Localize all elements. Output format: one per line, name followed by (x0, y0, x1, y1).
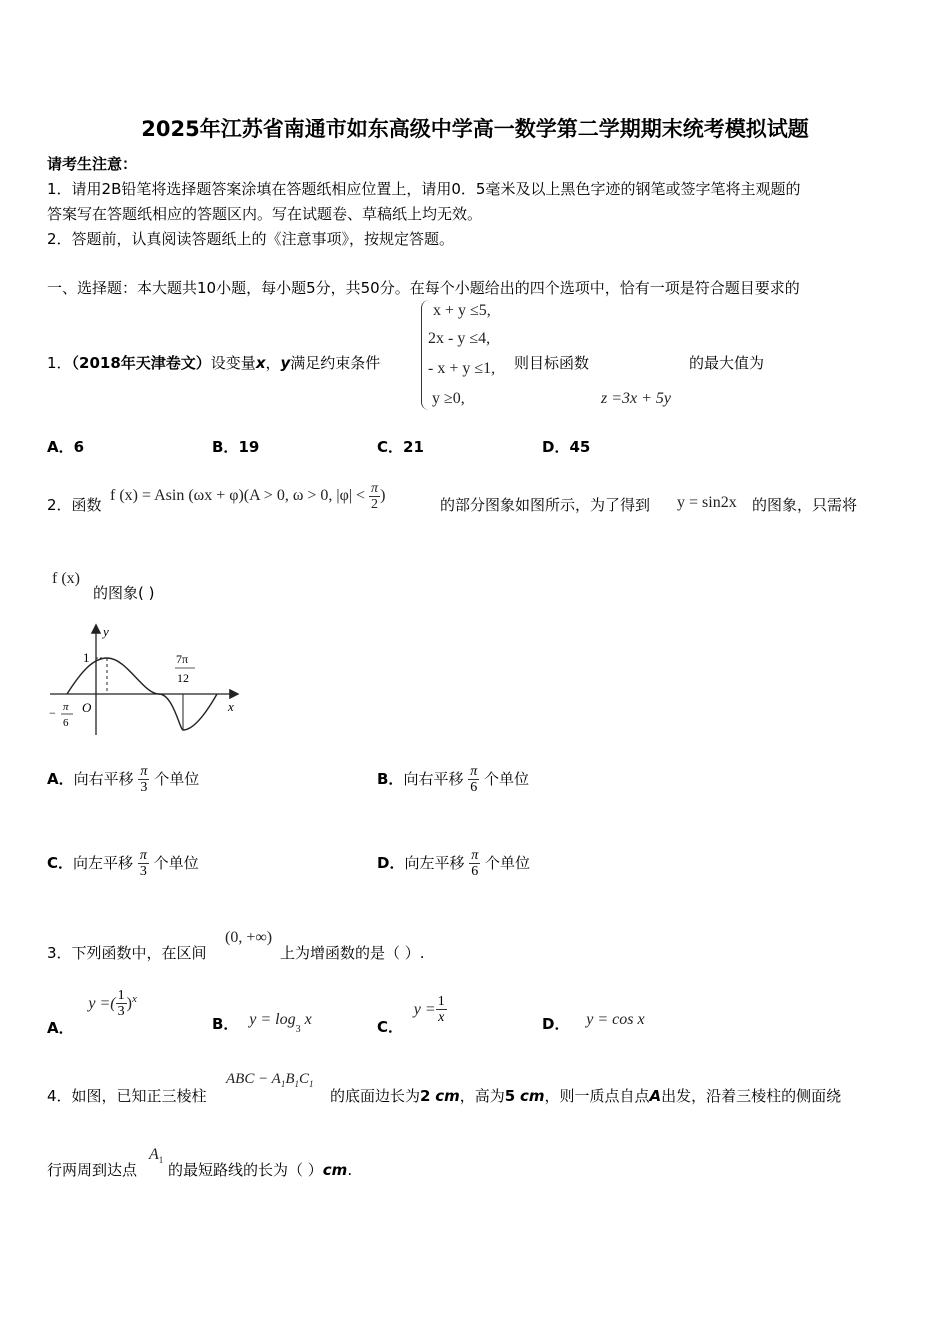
q2-option-d[interactable]: D．向左平移 $\frac{\pi}{6}$ 个单位 (377, 848, 531, 879)
graph-origin: O (82, 700, 92, 715)
constraint-brace (421, 300, 430, 410)
constraint-4: y ≥0, (432, 390, 465, 407)
graph-left-sign: − (49, 706, 56, 720)
q1-option-c[interactable]: C．21 (377, 438, 424, 456)
q4-prism: ABC − $A_1B_1C_1$ (226, 1071, 314, 1089)
constraint-2: 2x - y ≤4, (428, 330, 491, 347)
q1-source: （2018年天津卷文） (71, 354, 211, 372)
q4-line2-b: 的最短路线的长为（ ）cm. (168, 1161, 353, 1179)
q4-stem-b: 的底面边长为2 cm，高为5 cm，则一质点自点A出发，沿着三棱柱的侧面绕 (330, 1087, 842, 1105)
section-heading: 一、选择题：本大题共10小题，每小题5分，共50分。在每个小题给出的四个选项中，恰有一项是符合题目要求的 (47, 279, 800, 297)
q3-number: 3． (47, 944, 72, 962)
q3-option-a[interactable]: A． y =( $\frac{1}{3}$ )$^x$ (47, 988, 137, 1037)
q2-text-b: 的部分图象如图所示，为了得到 (440, 496, 651, 514)
q2-number: 2． (47, 496, 72, 514)
q2-graph (45, 620, 245, 740)
graph-left-den: 6 (63, 717, 69, 729)
q2-line2-text: 的图象( ) (93, 584, 155, 602)
notice-line1b: 答案写在答题纸相应的答题区内。写在试题卷、草稿纸上均无效。 (47, 205, 483, 223)
graph-x-label: x (228, 699, 234, 714)
notice-line2: 2．答题前，认真阅读答题纸上的《注意事项》，按规定答题。 (47, 230, 455, 248)
q2-option-c[interactable]: C．向左平移 $\frac{\pi}{3}$ 个单位 (47, 848, 199, 879)
q1-stem (47, 352, 380, 373)
q1-text-d: 的最大值为 (689, 354, 765, 372)
q2-target: y = sin2x (677, 494, 737, 511)
page-title: 2025年江苏省南通市如东高级中学高一数学第二学期期末统考模拟试题 (141, 117, 809, 141)
graph-right-num: 7π (176, 652, 189, 666)
q1-text-c: 则目标函数 (514, 354, 590, 372)
q3-stem-b: 上为增函数的是（ ）. (280, 944, 425, 962)
constraint-1: x + y ≤5, (433, 302, 491, 319)
q3-interval: (0, +∞) (225, 929, 273, 946)
q3-option-c[interactable]: C． y = $\frac{1}{x}$ (377, 994, 445, 1036)
q2-option-b[interactable]: B．向右平移 $\frac{\pi}{6}$ 个单位 (377, 764, 530, 795)
q1-text-a: 设变量 (210, 354, 256, 372)
q2-text-c: 的图象，只需将 (752, 496, 858, 514)
q3-stem-a: 3．下列函数中，在区间 (47, 944, 207, 962)
q1-objective: z =3x + 5y (601, 390, 672, 407)
notice-heading: 请考生注意： (47, 155, 138, 173)
q1-option-a[interactable]: A．6 (47, 438, 85, 456)
q3-option-d[interactable]: D． y = cos x (542, 1011, 645, 1033)
q2-pi: π (371, 481, 379, 496)
q4-line2-a: 行两周到达点 (47, 1161, 138, 1179)
graph-one: 1 (83, 650, 90, 665)
q1-option-b[interactable]: B．19 (212, 438, 260, 456)
q2-option-a[interactable]: A．向右平移 $\frac{\pi}{3}$ 个单位 (47, 764, 200, 795)
q4-stem-a: 4．如图，已知正三棱柱 (47, 1087, 207, 1105)
q1-var-y: y (280, 354, 291, 372)
q3-option-b[interactable]: B． $y = \log_3 x$ (212, 1011, 312, 1035)
graph-right-den: 12 (177, 671, 189, 685)
q2-line2-func: f (x) (52, 570, 80, 587)
q2-stem-a (47, 494, 102, 515)
q4-point-a1: $A_1$ (149, 1146, 164, 1166)
q1-comma: ， (265, 354, 281, 372)
graph-y-label: y (103, 624, 109, 639)
q4-number: 4． (47, 1087, 72, 1105)
graph-left-num: π (63, 701, 69, 713)
notice-line1a: 1．请用2B铅笔将选择题答案涂填在答题纸相应位置上，请用0．5毫米及以上黑色字迹的钢笔或签字笔将主观题的 (47, 180, 801, 198)
q1-number: 1． (47, 354, 72, 372)
q1-option-d[interactable]: D．45 (542, 438, 591, 456)
q2-text-a: 函数 (71, 496, 102, 514)
q1-var-x: x (255, 354, 266, 372)
q1-text-b: 满足约束条件 (290, 354, 381, 372)
q2-function: f (x) = Asin (ωx + φ)(A > 0, ω > 0, |φ| < $\frac{\pi}{2}$ ) (110, 481, 386, 512)
q2-two: 2 (371, 497, 379, 512)
constraint-3: - x + y ≤1, (428, 360, 496, 377)
